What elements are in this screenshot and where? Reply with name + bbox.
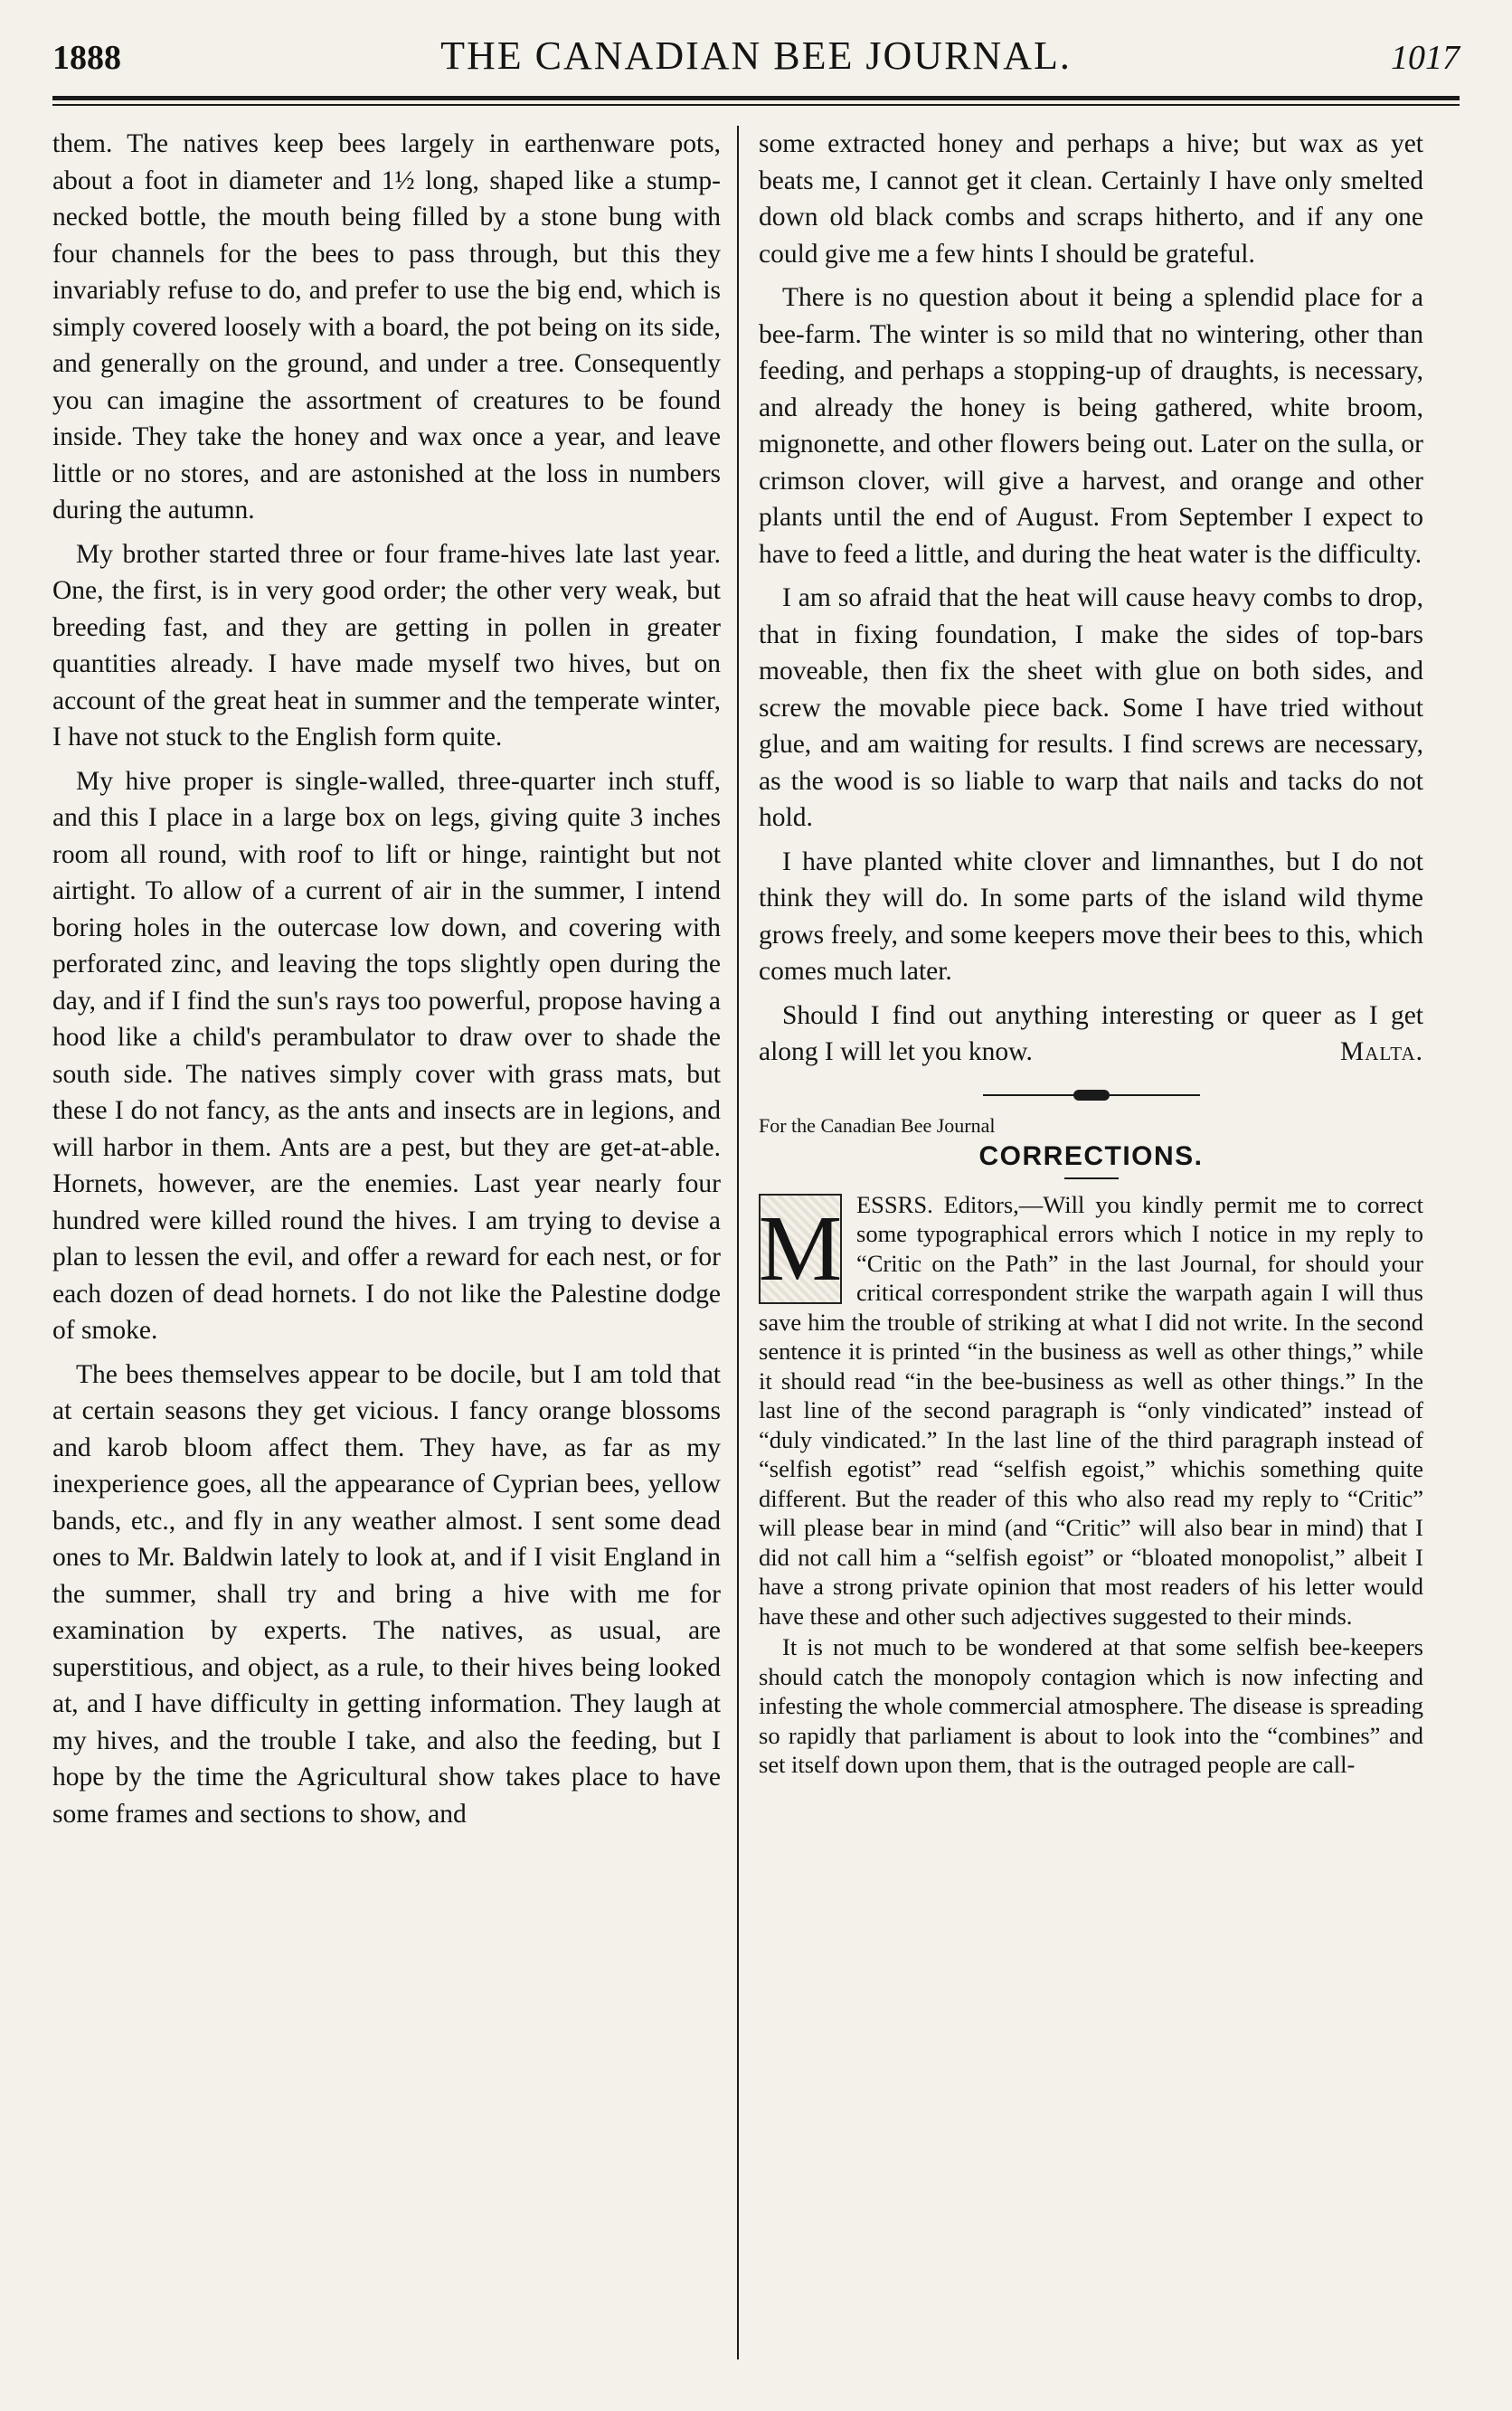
title-rule: [1064, 1177, 1119, 1179]
two-column-body: [52, 126, 1460, 2359]
letter-paragraph: ESSRS. Editors,—Will you kindly permit me to correct some typographical errors which I notice in my reply to “Critic on the Path” in the last Journal, for should your critical correspondent strike the warpath again I will thus save him the trouble of striking at what I did not write. In the second sentence it is printed “in the business as well as other things,” while it should read “in the bee-business as well as other things.” In the last line of the second paragraph is “only vindicated” instead of “duly vindicated.” In the last line of the third paragraph instead of “selfish egotist” read “selfish egoist,” whichis something quite different. But the reader of this who also read my reply to “Critic” will please bear in mind (and “Critic” will also bear in mind) that I did not call him a “selfish egoist” or “bloated monopolist,” albeit I have a strong private opinion that most readers of his letter would have these and other such adjectives suggested to their minds.: [759, 1190, 1423, 1630]
ornamental-dropcap: M: [759, 1194, 842, 1304]
body-paragraph: them. The natives keep bees largely in earthenware pots, about a foot in diameter and 1½ long, shaped like a stump-necked bottle, the mouth being filled by a stone bung with four channels for the bees to pass through, but this they invariably refuse to do, and prefer to use the big end, which is simply covered loosely with a board, the pot being on its side, and generally on the ground, and under a tree. Consequently you can imagine the assortment of creatures to be found inside. They take the honey and wax once a year, and leave little or no stores, and are astonished at the loss in numbers during the autumn.: [52, 129, 721, 525]
body-paragraph: I have planted white clover and limnanthes, but I do not think they will do. In some parts of the island wild thyme grows freely, and some keepers move their bees to this, which comes much later.: [759, 846, 1423, 986]
section-title: CORRECTIONS.: [978, 1140, 1204, 1171]
body-paragraph: My hive proper is single-walled, three-quarter inch stuff, and this I place in a large box on legs, giving quite 3 inches room all round, with roof to lift or hinge, raintight but not airtight. To allow of a current of air in the summer, I intend boring holes in the outercase low down, and covering with perforated zinc, and leaving the tops slightly open during the day, and if I find the sun's rays too powerful, propose having a hood like a child's perambulator to draw over to shade the south side. The natives simply cover with grass mats, but these I do not fancy, as the ants and insects are in legions, and will harbor in them. Ants are a pest, but they are get-at-able. Hornets, however, are the enemies. Last year nearly four hundred were killed round the hives. I am trying to devise a plan to lessen the evil, and offer a reward for each nest, or for each dozen of dead hornets. I do not like the Palestine dodge of smoke.: [52, 766, 721, 1345]
body-paragraph: My brother started three or four frame-hives late last year. One, the first, is in very good order; the other very weak, but breeding fast, and they are getting in pollen in greater quantities already. I have made myself two hives, but on account of the great heat in summer and the temperate winter, I have not stuck to the English form quite.: [52, 539, 721, 752]
author-signature: Malta.: [1340, 1037, 1423, 1066]
source-line: For the Canadian Bee Journal: [759, 1113, 996, 1137]
header-rule-thick: [52, 96, 1460, 100]
article-separator-ornament: [983, 1094, 1200, 1096]
header-rule-thin: [52, 104, 1460, 106]
corrections-letter: [759, 1190, 1423, 1780]
right-column: [739, 126, 1423, 2359]
body-paragraph: I am so afraid that the heat will cause heavy combs to drop, that in fixing foundation, I make the sides of top-bars moveable, then fix the sheet with glue on both sides, and screw the movable piece back. Some I have tried without glue, and am waiting for results. I find screws are necessary, as the wood is so liable to warp that nails and tacks do not hold.: [759, 583, 1423, 832]
page-number: 1017: [1391, 39, 1460, 77]
header-year: 1888: [52, 39, 121, 77]
left-column: [52, 126, 737, 2359]
journal-title: THE CANADIAN BEE JOURNAL.: [440, 33, 1072, 78]
closing-text: Should I find out anything interesting or queer as I get along I will let you know.: [759, 1000, 1423, 1066]
body-paragraph: There is no question about it being a splendid place for a bee-farm. The winter is so mild that no wintering, other than feeding, and perhaps a stopping-up of draughts, is necessary, and already the honey is being gathered, white broom, mignonette, and other flowers being out. Later on the sulla, or crimson clover, will give a harvest, and orange and other plants until the end of August. From September I expect to have to feed a little, and during the heat water is the difficulty.: [759, 283, 1423, 569]
page-header: [52, 33, 1460, 87]
closing-paragraph: [759, 997, 1423, 1071]
letter-paragraph: It is not much to be wondered at that some selfish bee-keepers should catch the monopoly contagion which is now infecting and infesting the whole commercial atmosphere. The disease is spreading so rapidly that parliament is about to look into the “combines” and set itself down upon them, that is the outraged people are call-: [759, 1633, 1423, 1778]
body-paragraph: some extracted honey and perhaps a hive; but wax as yet beats me, I cannot get it clean. Certainly I have only smelted down old black combs and scraps hitherto, and if any one could give me a few hints I should be grateful.: [759, 129, 1423, 269]
body-paragraph: The bees themselves appear to be docile, but I am told that at certain seasons they get vicious. I fancy orange blossoms and karob bloom affect them. They have, as far as my inexperience goes, all the appearance of Cyprian bees, yellow bands, etc., and fly in any weather almost. I sent some dead ones to Mr. Baldwin lately to look at, and if I visit England in the summer, shall try and bring a hive with me for examination by experts. The natives, as usual, are superstitious, and object, as a rule, to their hives being looked at, and I have difficulty in getting information. They laugh at my hives, and the trouble I take, and also the feeding, but I hope by the time the Agricultural show takes place to have some frames and sections to show, and: [52, 1359, 721, 1829]
